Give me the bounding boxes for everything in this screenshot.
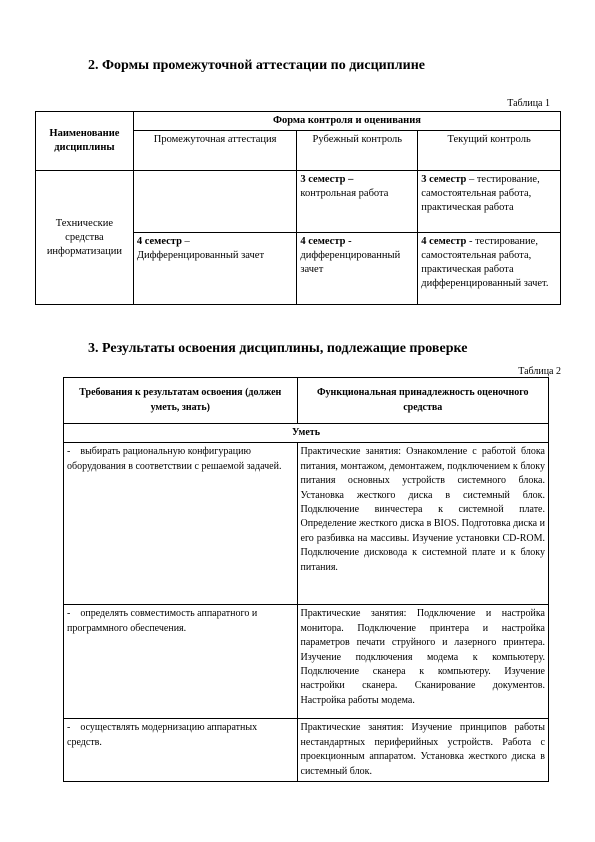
subheader-umet: Уметь: [64, 424, 549, 443]
header-assessment: Функциональная принадлежность оценочного средства: [297, 378, 549, 424]
row2-milestone: 4 семестр - дифференцированный зачет: [297, 233, 418, 305]
table-2: [63, 377, 549, 782]
assess-row-1: Практические занятия: Ознакомление с работой блока питания, монтажом, демонтажем, подключением к блоку питания основных устройств системного блока. Установка жесткого диска в системный блок. Подключение винчестера к системной плате. Определение жесткого диска в BIOS. Подготовка диска и его разбивка на массивы. Изучение установки CD-ROM. Подключение дисковода к системной плате и к блоку питания.: [297, 443, 549, 605]
row1-intermediate: [133, 171, 297, 233]
table-2-caption: Таблица 2: [518, 366, 561, 377]
assess-row-3: Практические занятия: Изучение принципов работы нестандартных периферийных устройств. Работа с проекционным аппаратом. Установка жесткого диска в системный блок.: [297, 719, 549, 782]
req-row-3: - осуществлять модернизацию аппаратных средств.: [64, 719, 298, 782]
req-row-2: - определять совместимость аппаратного и программного обеспечения.: [64, 605, 298, 719]
header-current: Текущий контроль: [418, 131, 561, 171]
row1-current: 3 семестр – тестирование, самостоятельная работа, практическая работа: [418, 171, 561, 233]
section-2-heading: 2. Формы промежуточной аттестации по дисциплине: [88, 58, 425, 73]
header-milestone: Рубежный контроль: [297, 131, 418, 171]
header-form-group: Форма контроля и оценивания: [133, 112, 560, 131]
header-discipline: Наименование дисциплины: [36, 112, 134, 171]
req-row-1: - выбирать рациональную конфигурацию оборудования в соответствии с решаемой задачей.: [64, 443, 298, 605]
header-requirements: Требования к результатам освоения (должен уметь, знать): [64, 378, 298, 424]
table-1: [35, 111, 561, 305]
assess-row-2: Практические занятия: Подключение и настройка монитора. Подключение принтера и настройка параметров печати струйного и лазерного принтера. Изучение подключения модема к компьютеру. Подключение сканера к компьютеру. Изучение настройки сканера. Сканирование документов. Настройка работы модема.: [297, 605, 549, 719]
row2-intermediate: 4 семестр – Дифференцированный зачет: [133, 233, 297, 305]
header-intermediate: Промежуточная аттестация: [133, 131, 297, 171]
row1-milestone: 3 семестр – контрольная работа: [297, 171, 418, 233]
discipline-name: Технические средства информатизации: [36, 171, 134, 305]
row2-current: 4 семестр - тестирование, самостоятельная работа, практическая работа дифференцированный зачет.: [418, 233, 561, 305]
table-1-caption: Таблица 1: [507, 98, 550, 109]
section-3-heading: 3. Результаты освоения дисциплины, подлежащие проверке: [88, 341, 468, 356]
